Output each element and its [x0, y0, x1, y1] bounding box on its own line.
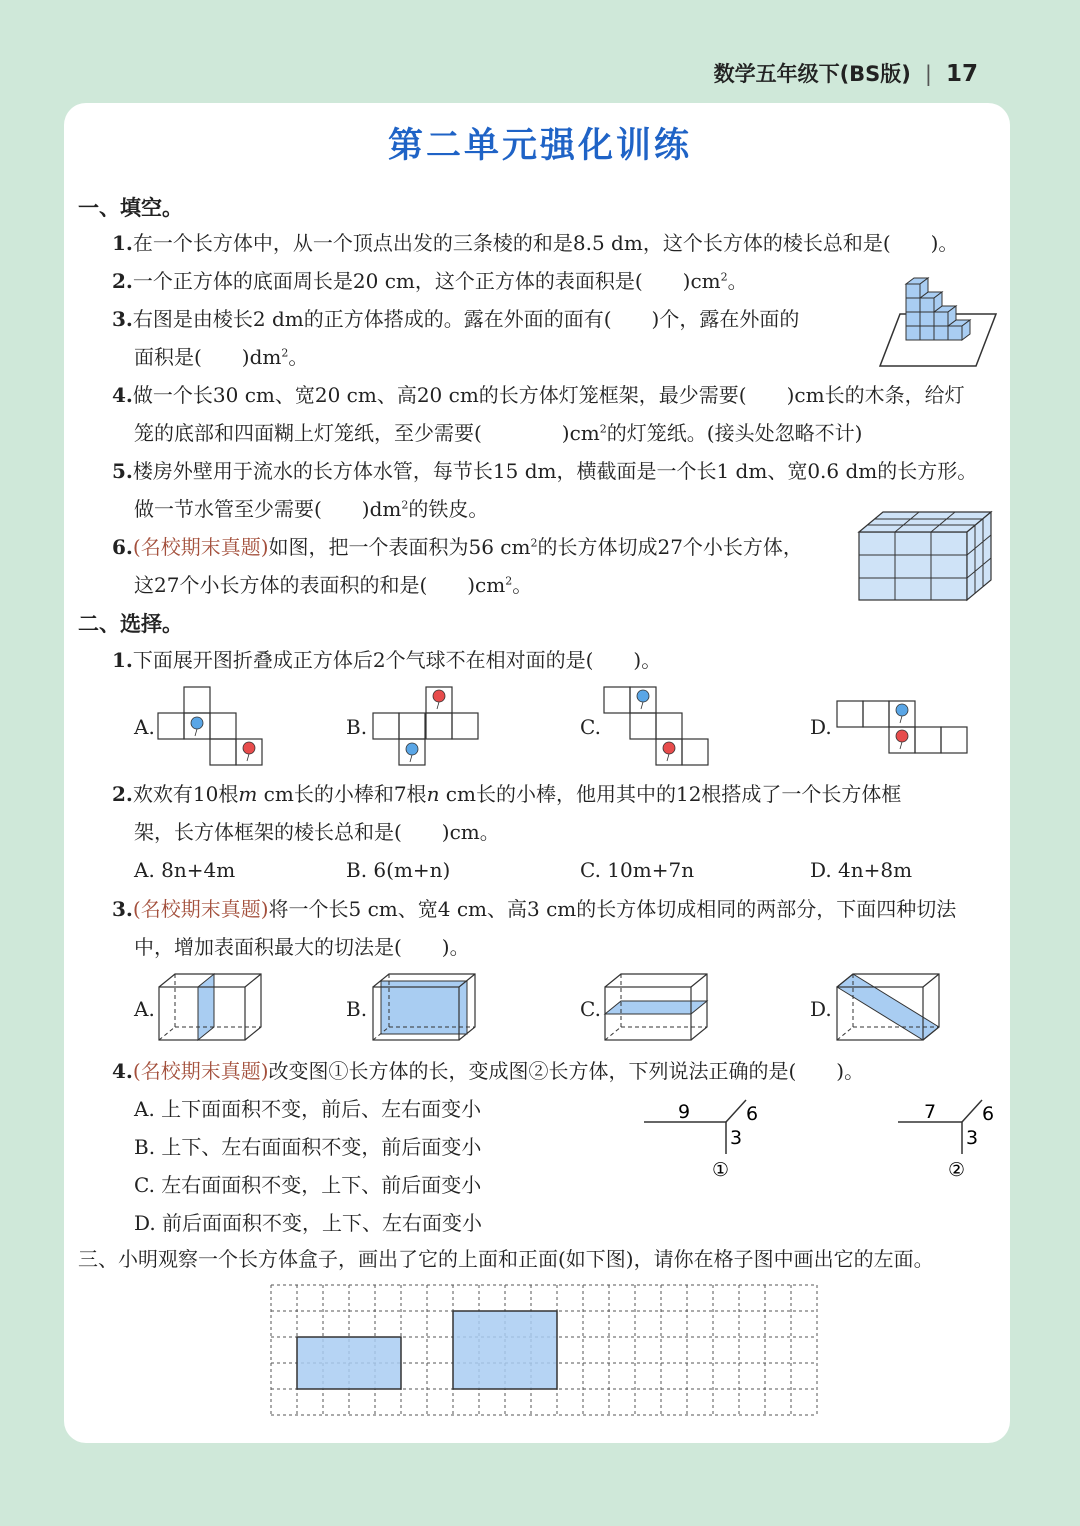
content-card: [64, 103, 1010, 1443]
fig2-length: 7: [924, 1101, 937, 1123]
page-number: 17: [945, 61, 978, 87]
dimension-figure-1: [640, 1096, 780, 1182]
net-d-figure: [834, 698, 970, 758]
s1-q3-number: 3.: [112, 307, 133, 331]
fig1-width: 6: [746, 1103, 759, 1125]
cut-cuboid-figure: [856, 508, 998, 604]
s2-question-3-line1: [112, 895, 956, 923]
s1-q5-text-1: 楼房外壁用于流水的长方体水管，每节长15 dm，横截面是一个长1 dm、宽0.6 dm的长方形。: [132, 459, 978, 483]
s1-q6-text-1: 如图，把一个表面积为56 $cm^2$的长方体切成27个小长方体，: [268, 535, 803, 559]
section2-heading: 二、选择。: [78, 612, 183, 636]
s1-question-6-line1: [112, 533, 803, 561]
s1-q1-number: 1.: [112, 231, 133, 255]
grid-drawing-area: [270, 1284, 840, 1418]
s2-q3-option-a: A.: [134, 997, 155, 1021]
s1-question-2: [112, 267, 748, 295]
s2-q2-text-1b: cm长的小棒和7根: [257, 782, 427, 806]
s2-q3-option-b: B.: [346, 997, 368, 1021]
s2-q4-option-c: C. 左右面面积不变，上下、前后面变小: [134, 1173, 482, 1197]
s1-q1-text: 在一个长方体中，从一个顶点出发的三条棱的和是8.5 dm，这个长方体的棱长总和是( )。: [132, 231, 959, 255]
s1-question-3-line1: [112, 305, 799, 333]
s2-q3-text-2: 中，增加表面积最大的切法是( )。: [134, 935, 470, 959]
page-header: [714, 58, 978, 88]
s2-q1-option-c: C.: [580, 715, 601, 739]
s2-question-4: [112, 1057, 864, 1085]
s1-q2-number: 2.: [112, 269, 133, 293]
s2-q1-option-d: D.: [810, 715, 832, 739]
balloon-blue-icon: [896, 704, 908, 723]
stacked-cubes-figure: [878, 272, 998, 370]
s2-q4-number: 4.: [112, 1059, 133, 1083]
cut-d-figure: [834, 970, 944, 1044]
s2-q2-option-b: B. 6(m+n): [346, 858, 451, 882]
dimension-figure-2: [894, 1096, 1004, 1182]
s2-q1-option-b: B.: [346, 715, 368, 739]
balloon-blue-icon: [406, 743, 418, 762]
balloon-red-icon: [433, 690, 445, 709]
s1-q2-text: 一个正方体的底面周长是20 cm，这个正方体的表面积是( )$cm^2$。: [132, 269, 748, 293]
s1-q5-number: 5.: [112, 459, 133, 483]
s2-q3-option-d: D.: [810, 997, 832, 1021]
s2-q1-number: 1.: [112, 648, 133, 672]
balloon-blue-icon: [637, 690, 649, 709]
top-face-rect: [297, 1337, 401, 1389]
s2-q3-tag: (名校期末真题): [132, 897, 269, 921]
fig2-width: 6: [982, 1103, 995, 1125]
s2-q2-text-2: 架，长方体框架的棱长总和是( )cm。: [134, 820, 500, 844]
s2-q2-text-1c: cm长的小棒，他用其中的12根搭成了一个长方体框: [439, 782, 902, 806]
balloon-red-icon: [896, 730, 908, 749]
s2-q2-number: 2.: [112, 782, 133, 806]
cut-a-figure: [156, 970, 266, 1044]
s1-q3-text-2: 面积是( )$dm^2$。: [134, 345, 309, 369]
s1-q5-text-2: 做一节水管至少需要( )$dm^2$的铁皮。: [134, 497, 489, 521]
s1-q6-number: 6.: [112, 535, 133, 559]
balloon-red-icon: [243, 742, 255, 761]
s2-q2-var-n: n: [426, 782, 440, 806]
s1-question-5-line1: [112, 457, 977, 485]
s2-q3-option-c: C.: [580, 997, 601, 1021]
balloon-red-icon: [663, 742, 675, 761]
s1-question-4-line1: [112, 381, 965, 409]
cut-b-figure: [370, 970, 480, 1044]
book-title: 数学五年级下(BS版): [713, 62, 911, 86]
page-title: 第二单元强化训练: [387, 126, 692, 166]
fig2-label: ②: [948, 1159, 966, 1181]
s1-q6-tag: (名校期末真题): [132, 535, 269, 559]
fig1-label: ①: [712, 1159, 730, 1181]
cut-c-figure: [602, 970, 712, 1044]
section3-heading: 三、小明观察一个长方体盒子，画出了它的上面和正面(如下图)，请你在格子图中画出它的左面。: [78, 1247, 934, 1271]
fig1-length: 9: [678, 1101, 691, 1123]
s2-q4-option-d: D. 前后面面积不变，上下、左右面变小: [134, 1211, 483, 1235]
fig1-height: 3: [730, 1127, 743, 1149]
s2-q3-number: 3.: [112, 897, 133, 921]
s2-q1-text: 下面展开图折叠成正方体后2个气球不在相对面的是( )。: [132, 648, 662, 672]
s2-q4-option-a: A. 上下面面积不变，前后、左右面变小: [134, 1097, 482, 1121]
s2-q3-text-1: 将一个长5 cm、宽4 cm、高3 cm的长方体切成相同的两部分，下面四种切法: [268, 897, 957, 921]
s2-q2-option-d: D. 4n+8m: [810, 858, 913, 882]
balloon-blue-icon: [191, 717, 203, 736]
net-c-figure: [604, 684, 714, 768]
s2-q2-option-c: C. 10m+7n: [580, 858, 695, 882]
s2-q4-tag: (名校期末真题): [132, 1059, 269, 1083]
s1-q6-text-2: 这27个小长方体的表面积的和是( )$cm^2$。: [134, 573, 533, 597]
header-separator: |: [924, 62, 932, 86]
s2-question-2-line1: [112, 780, 901, 808]
s1-q3-text-1: 右图是由棱长2 dm的正方体搭成的。露在外面的面有( )个，露在外面的: [132, 307, 800, 331]
net-b-figure: [370, 684, 482, 768]
s2-q2-option-a: A. 8n+4m: [134, 858, 236, 882]
s2-q4-option-b: B. 上下、左右面面积不变，前后面变小: [134, 1135, 482, 1159]
s2-q2-text-1a: 欢欢有10根: [132, 782, 239, 806]
s2-q4-text: 改变图①长方体的长，变成图②长方体，下列说法正确的是( )。: [268, 1059, 865, 1083]
s1-q4-text-1: 做一个长30 cm、宽20 cm、高20 cm的长方体灯笼框架，最少需要( )cm长的木条，给灯: [132, 383, 965, 407]
section1-heading: 一、填空。: [78, 196, 183, 220]
front-face-rect: [453, 1311, 557, 1389]
fig2-height: 3: [966, 1127, 979, 1149]
s2-question-1: [112, 646, 661, 674]
s2-q1-option-a: A.: [134, 715, 155, 739]
s1-q4-number: 4.: [112, 383, 133, 407]
net-a-figure: [158, 684, 268, 768]
s2-q2-var-m: m: [238, 782, 258, 806]
s1-q4-text-2: 笼的底部和四面糊上灯笼纸，至少需要( )$cm^2$的灯笼纸。(接头处忽略不计): [134, 421, 863, 445]
s1-question-1: [112, 229, 958, 257]
